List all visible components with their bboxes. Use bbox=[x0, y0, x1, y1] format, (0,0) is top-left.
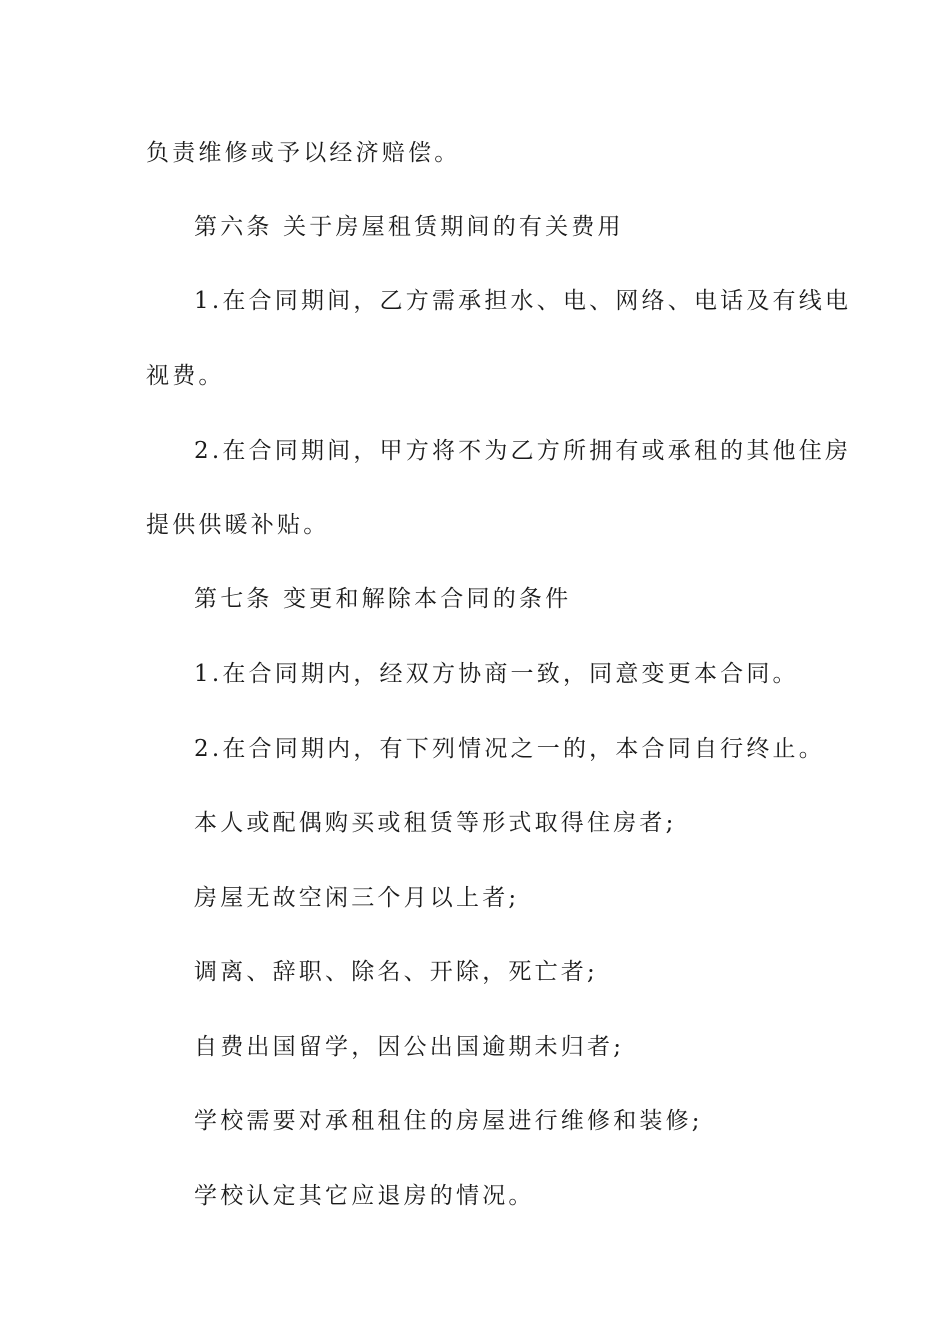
paragraph-line: 负责维修或予以经济赔偿。 bbox=[146, 140, 461, 166]
list-item: 学校需要对承租租住的房屋进行维修和装修; bbox=[194, 1108, 703, 1134]
paragraph-line: 提供供暖补贴。 bbox=[146, 512, 330, 538]
paragraph-line: 1.在合同期内，经双方协商一致，同意变更本合同。 bbox=[194, 661, 799, 687]
paragraph-line: 2.在合同期内，有下列情况之一的，本合同自行终止。 bbox=[194, 736, 825, 762]
list-item: 本人或配偶购买或租赁等形式取得住房者; bbox=[194, 810, 677, 836]
article-heading: 第七条 变更和解除本合同的条件 bbox=[194, 586, 572, 612]
article-heading: 第六条 关于房屋租赁期间的有关费用 bbox=[194, 214, 624, 240]
list-item: 房屋无故空闲三个月以上者; bbox=[194, 885, 520, 911]
list-item: 调离、辞职、除名、开除，死亡者; bbox=[194, 959, 598, 985]
list-item: 自费出国留学，因公出国逾期未归者; bbox=[194, 1034, 625, 1060]
list-item: 学校认定其它应退房的情况。 bbox=[194, 1183, 535, 1209]
paragraph-line: 2.在合同期间，甲方将不为乙方所拥有或承租的其他住房 bbox=[194, 438, 852, 464]
paragraph-line: 视费。 bbox=[146, 363, 225, 389]
paragraph-line: 1.在合同期间，乙方需承担水、电、网络、电话及有线电 bbox=[194, 288, 852, 314]
